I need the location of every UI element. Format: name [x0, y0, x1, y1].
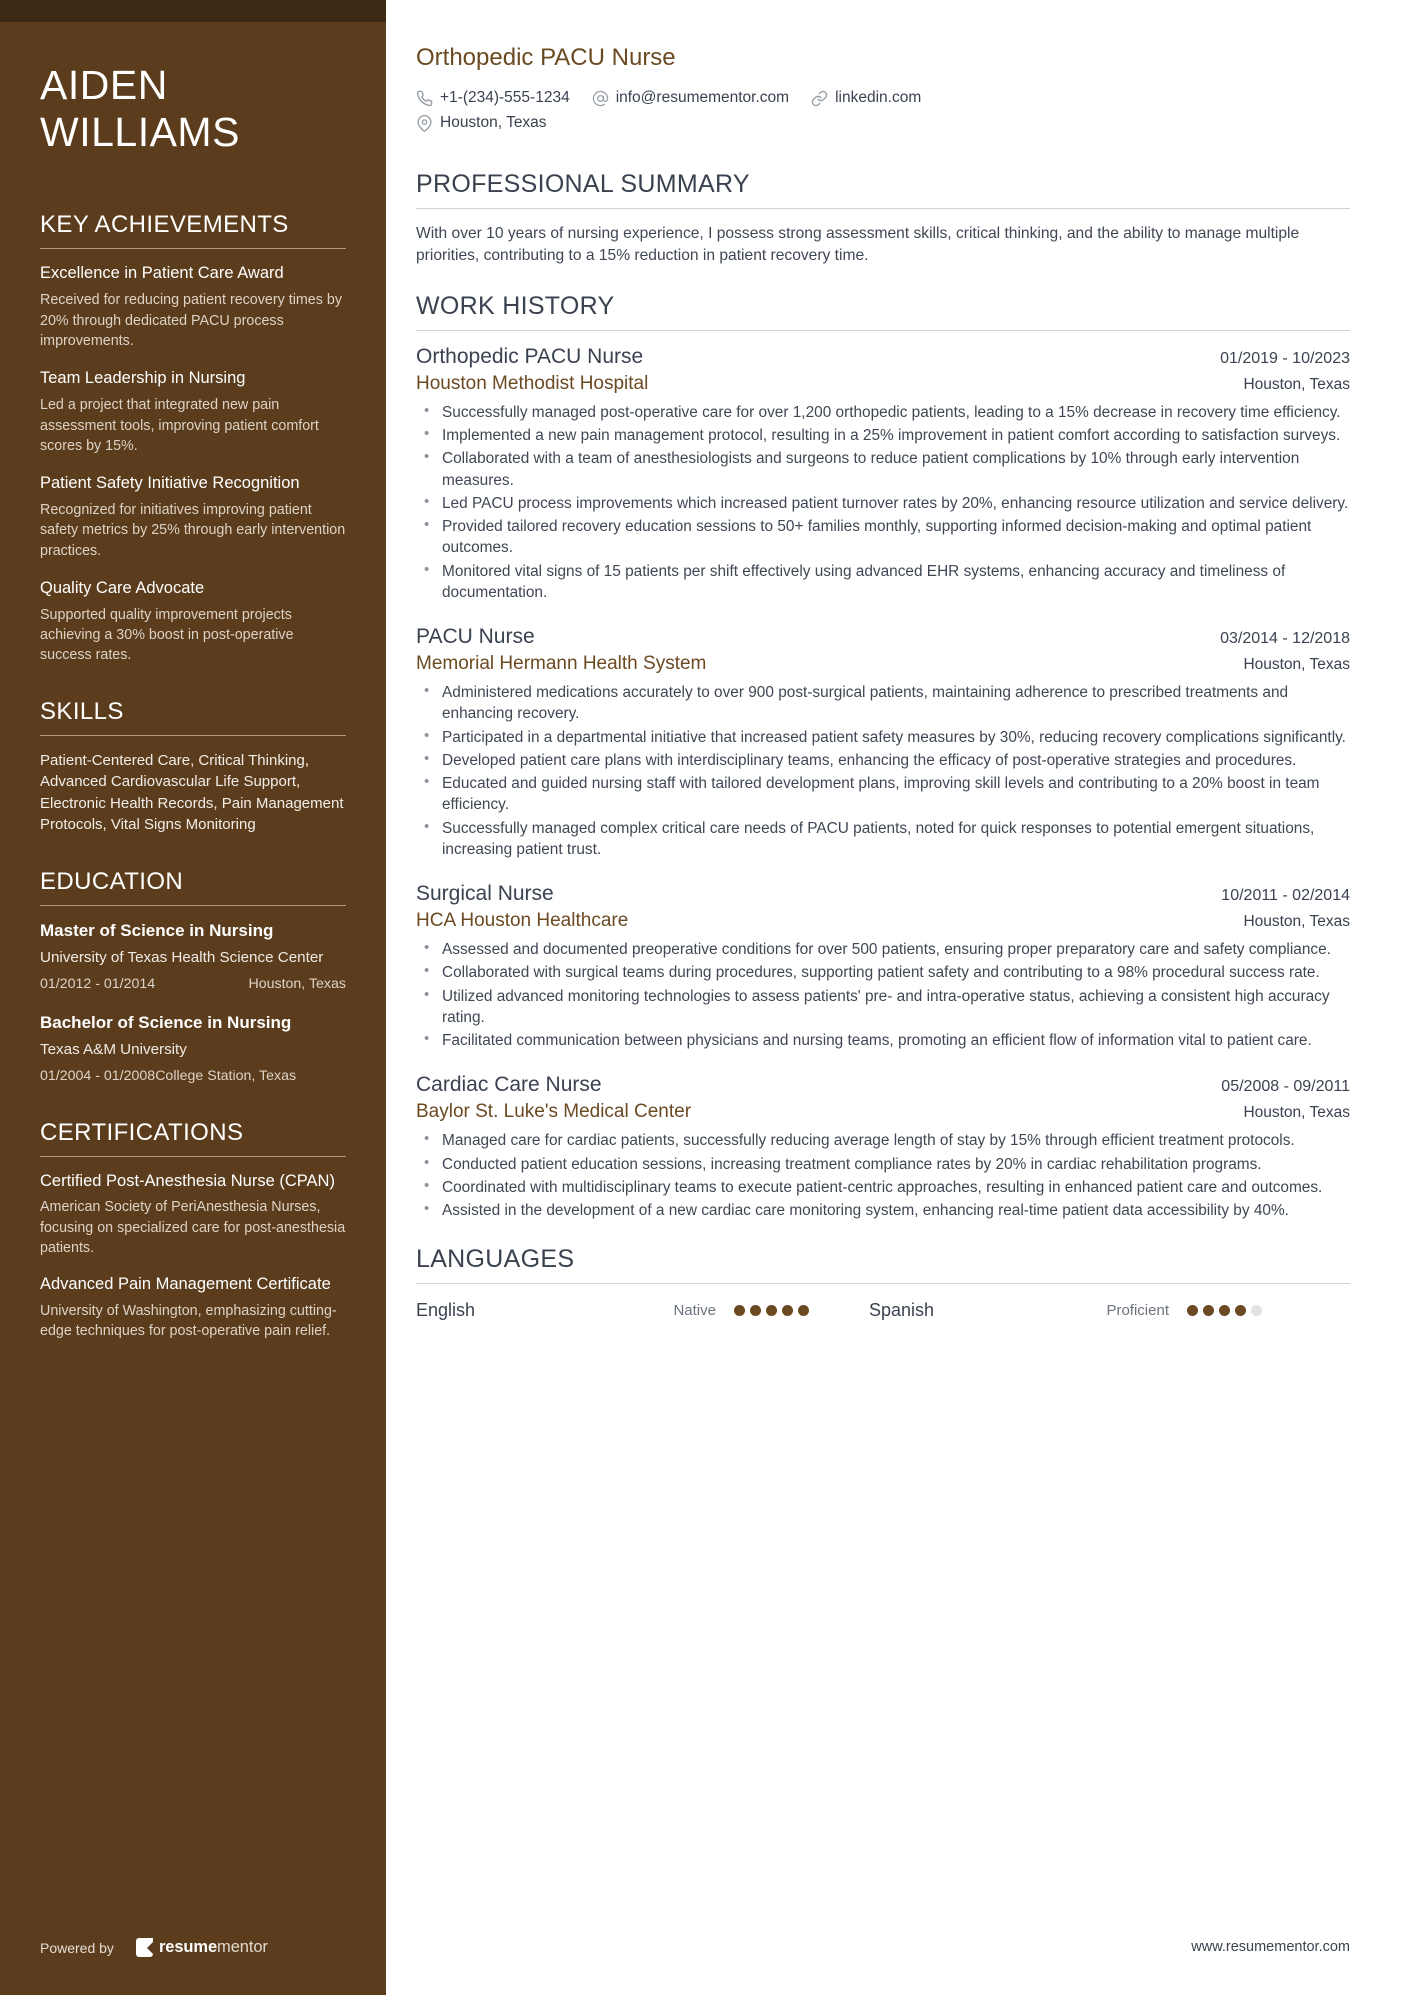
job-bullet: • Educated and guided nursing staff with tailored development plans, improving skill levels and contributing to a 20% boost in team efficiency. — [416, 773, 1350, 816]
job-bullet: • Provided tailored recovery education sessions to 50+ families monthly, supporting informed decision-making and optimal patient outcomes. — [416, 516, 1350, 559]
language-level: Native — [673, 1302, 716, 1320]
job-location: Houston, Texas — [1243, 375, 1350, 393]
job-bullet: • Developed patient care plans with interdisciplinary teams, enhancing the efficacy of post-operative strategies and procedures. — [416, 750, 1350, 771]
education-dates: 01/2004 - 01/2008 — [40, 1068, 156, 1085]
achievement-item — [40, 368, 346, 456]
work-history-heading: WORK HISTORY — [416, 291, 615, 320]
language-rating — [1187, 1305, 1282, 1316]
job-header — [416, 882, 1350, 906]
achievement-title: Team Leadership in Nursing — [40, 369, 246, 388]
certification-title: Certified Post-Anesthesia Nurse (CPAN) — [40, 1171, 335, 1190]
languages-heading: LANGUAGES — [416, 1245, 575, 1274]
language-name: English — [416, 1300, 476, 1321]
powered-by-label: Powered by — [40, 1939, 114, 1956]
education-degree: Bachelor of Science in Nursing — [40, 1012, 292, 1032]
education-heading: EDUCATION — [40, 867, 184, 895]
certification-title: Advanced Pain Management Certificate — [40, 1275, 331, 1294]
job-bullet: • Facilitated communication between physicians and nursing teams, promoting an efficient flow of information vital to patient care. — [416, 1030, 1350, 1051]
professional-summary-heading: PROFESSIONAL SUMMARY — [416, 169, 750, 198]
job-dates: 03/2014 - 12/2018 — [1220, 630, 1350, 648]
achievement-description: Supported quality improvement projects achieving a 30% boost in post-operative success rates. — [40, 606, 294, 664]
job-subheader — [416, 373, 1350, 395]
job-dates: 01/2019 - 10/2023 — [1220, 349, 1350, 367]
job-company: Baylor St. Luke's Medical Center — [416, 1101, 692, 1123]
certification-item — [40, 1171, 346, 1259]
job-bullet: • Administered medications accurately to over 900 post-surgical patients, maintaining adherence to prescribed treatments and enhancing recovery. — [416, 682, 1350, 725]
job-entry — [416, 345, 1350, 603]
contact-linkedin[interactable] — [811, 86, 921, 111]
candidate-last-name: WILLIAMS — [40, 108, 240, 155]
professional-summary-section — [416, 170, 1350, 268]
education-item — [40, 920, 346, 995]
job-entry — [416, 625, 1350, 860]
job-bullets — [416, 1130, 1350, 1221]
at-icon — [592, 90, 609, 107]
job-dates: 05/2008 - 09/2011 — [1221, 1078, 1350, 1096]
certifications-section — [40, 1119, 346, 1342]
job-entry — [416, 882, 1350, 1051]
logo-wordmark — [159, 1938, 268, 1957]
job-bullet: • Collaborated with a team of anesthesiologists and surgeons to reduce patient complications by 10% through early intervention measures. — [416, 448, 1350, 491]
job-role: PACU Nurse — [416, 625, 535, 649]
job-role: Cardiac Care Nurse — [416, 1073, 602, 1097]
achievement-description: Received for reducing patient recovery times by 20% through dedicated PACU process improvements. — [40, 292, 342, 349]
language-rating-dot — [766, 1305, 777, 1316]
job-bullet: • Conducted patient education sessions, increasing treatment compliance rates by 20% in cardiac rehabilitation programs. — [416, 1154, 1350, 1175]
job-company: Houston Methodist Hospital — [416, 372, 649, 394]
education-list — [40, 920, 346, 1087]
job-company: HCA Houston Healthcare — [416, 910, 629, 932]
sidebar — [0, 0, 386, 1995]
jobs-list — [416, 345, 1350, 1222]
education-section — [40, 868, 346, 1087]
achievement-description: Led a project that integrated new pain assessment tools, improving patient comfort scores by 15%. — [40, 397, 319, 454]
resumementor-logo — [136, 1938, 268, 1957]
achievement-item — [40, 578, 346, 666]
language-item — [416, 1300, 829, 1321]
job-header — [416, 345, 1350, 369]
linkedin-text: linkedin.com — [835, 89, 922, 106]
job-bullet: • Successfully managed complex critical care needs of PACU patients, noted for quick responses to potential emergent situations, increasing patient trust. — [416, 818, 1350, 861]
job-subheader — [416, 910, 1350, 932]
job-role: Orthopedic PACU Nurse — [416, 344, 644, 368]
achievement-item — [40, 473, 346, 561]
contact-info — [416, 86, 1350, 136]
achievement-title: Patient Safety Initiative Recognition — [40, 474, 300, 493]
language-rating-dot — [1235, 1305, 1246, 1316]
achievement-description: Recognized for initiatives improving patient safety metrics by 25% through early intervention practices. — [40, 502, 346, 559]
job-bullet: • Led PACU process improvements which increased patient turnover rates by 20%, enhancing resource utilization and service delivery. — [416, 493, 1350, 514]
divider — [40, 248, 346, 249]
certification-description: American Society of PeriAnesthesia Nurses, focusing on specialized care for post-anesthesia patients. — [40, 1199, 346, 1257]
languages-row — [416, 1298, 1350, 1321]
education-school: University of Texas Health Science Center — [40, 948, 324, 966]
education-degree: Master of Science in Nursing — [40, 920, 274, 940]
language-level: Proficient — [1106, 1302, 1169, 1320]
language-rating-dot — [734, 1305, 745, 1316]
logo-light-part: mentor — [217, 1938, 268, 1956]
key-achievements-heading: KEY ACHIEVEMENTS — [40, 211, 289, 239]
language-name: Spanish — [869, 1300, 935, 1321]
job-bullet: • Successfully managed post-operative care for over 1,200 orthopedic patients, leading to a 15% decrease in recovery time efficiency. — [416, 402, 1350, 423]
job-subheader — [416, 1101, 1350, 1123]
skills-heading: SKILLS — [40, 697, 124, 725]
contact-location — [416, 111, 547, 136]
contact-email[interactable] — [592, 86, 789, 111]
education-location: Houston, Texas — [248, 976, 346, 993]
achievement-title: Excellence in Patient Care Award — [40, 264, 284, 283]
achievements-list — [40, 263, 346, 665]
contact-row-secondary — [416, 111, 1350, 136]
phone-icon — [416, 90, 433, 107]
job-bullet: • Assisted in the development of a new cardiac care monitoring system, enhancing real-time patient data accessibility by 40%. — [416, 1200, 1350, 1221]
job-bullets — [416, 682, 1350, 860]
job-location: Houston, Texas — [1243, 913, 1350, 931]
language-rating-dot — [1251, 1305, 1262, 1316]
certification-description: University of Washington, emphasizing cutting-edge techniques for post-operative pain relief. — [40, 1303, 337, 1340]
job-bullet: • Monitored vital signs of 15 patients per shift effectively using advanced EHR systems, enhancing accuracy and timeliness of documentation. — [416, 561, 1350, 604]
job-header — [416, 625, 1350, 649]
sidebar-footer — [40, 1938, 268, 1957]
language-rating-dot — [750, 1305, 761, 1316]
languages-section — [416, 1245, 1350, 1321]
language-rating-dot — [1187, 1305, 1198, 1316]
divider — [40, 905, 346, 906]
certifications-heading: CERTIFICATIONS — [40, 1118, 244, 1146]
education-dates: 01/2012 - 01/2014 — [40, 976, 156, 993]
professional-summary-text: With over 10 years of nursing experience, I possess strong assessment skills, critical thinking, and the ability to manage multiple priorities, contributing to a 15% reduction in patient recovery time. — [416, 224, 1300, 265]
logo-bold-part: resume — [158, 1938, 218, 1956]
job-company: Memorial Hermann Health System — [416, 653, 707, 675]
sidebar-top-accent-bar — [0, 0, 386, 22]
education-meta — [40, 975, 346, 994]
candidate-first-name: AIDEN — [40, 62, 168, 108]
job-bullet: • Managed care for cardiac patients, successfully reducing average length of stay by 15% through efficient treatment protocols. — [416, 1130, 1350, 1151]
divider — [40, 1156, 346, 1157]
education-meta — [40, 1067, 346, 1086]
language-rating-dot — [1203, 1305, 1214, 1316]
job-bullet: • Utilized advanced monitoring technologies to assess patients' pre- and intra-operative status, achieving a consistent high accuracy rating. — [416, 986, 1350, 1029]
job-bullet: • Implemented a new pain management protocol, resulting in a 25% improvement in patient comfort according to satisfaction surveys. — [416, 425, 1350, 446]
header-job-title: Orthopedic PACU Nurse — [416, 44, 676, 71]
skills-section — [40, 698, 346, 836]
location-text: Houston, Texas — [440, 113, 547, 131]
job-bullets — [416, 402, 1350, 603]
achievement-title: Quality Care Advocate — [40, 578, 205, 597]
language-item — [869, 1300, 1282, 1321]
link-icon — [811, 90, 828, 107]
job-dates: 10/2011 - 02/2014 — [1221, 887, 1350, 905]
logo-mark-icon — [136, 1938, 153, 1957]
skills-text: Patient-Centered Care, Critical Thinking, Advanced Cardiovascular Life Support, Electronic Health Records, Pain Management Protocols, Vital Signs Monitoring — [40, 751, 344, 834]
phone-text: +1-(234)-555-1234 — [440, 89, 570, 106]
work-history-section — [416, 292, 1350, 1222]
divider — [416, 330, 1350, 331]
language-rating-dot — [782, 1305, 793, 1316]
education-item — [40, 1012, 346, 1087]
language-rating-dot — [1219, 1305, 1230, 1316]
job-bullet: • Participated in a departmental initiative that increased patient safety measures by 30%, reducing recovery complications significantly. — [416, 727, 1350, 748]
language-rating — [734, 1305, 829, 1316]
divider — [416, 208, 1350, 209]
certifications-list — [40, 1171, 346, 1342]
job-header — [416, 1073, 1350, 1097]
job-bullet: • Assessed and documented preoperative conditions for over 500 patients, ensuring proper preparatory care and safety compliance. — [416, 939, 1350, 960]
job-bullet: • Coordinated with multidisciplinary teams to execute patient-centric approaches, resulting in enhanced patient care and outcomes. — [416, 1177, 1350, 1198]
contact-row-primary — [416, 86, 1350, 111]
job-location: Houston, Texas — [1243, 1104, 1350, 1122]
certification-item — [40, 1274, 346, 1341]
main-content — [386, 0, 1410, 1995]
candidate-name — [40, 0, 346, 165]
email-text: info@resumementor.com — [615, 89, 790, 106]
divider — [40, 735, 346, 736]
key-achievements-section — [40, 211, 346, 665]
map-pin-icon — [416, 115, 433, 132]
contact-phone[interactable] — [416, 86, 570, 111]
footer-website: www.resumementor.com — [1191, 1939, 1350, 1955]
job-bullet: • Collaborated with surgical teams during procedures, supporting patient safety and contributing to a 98% procedural success rate. — [416, 962, 1350, 983]
job-entry — [416, 1073, 1350, 1221]
education-school: Texas A&M University — [40, 1040, 187, 1058]
job-location: Houston, Texas — [1243, 656, 1350, 674]
achievement-item — [40, 263, 346, 351]
job-subheader — [416, 653, 1350, 675]
divider — [416, 1283, 1350, 1284]
education-location: College Station, Texas — [155, 1068, 297, 1085]
job-role: Surgical Nurse — [416, 882, 554, 906]
job-bullets — [416, 939, 1350, 1051]
language-rating-dot — [798, 1305, 809, 1316]
